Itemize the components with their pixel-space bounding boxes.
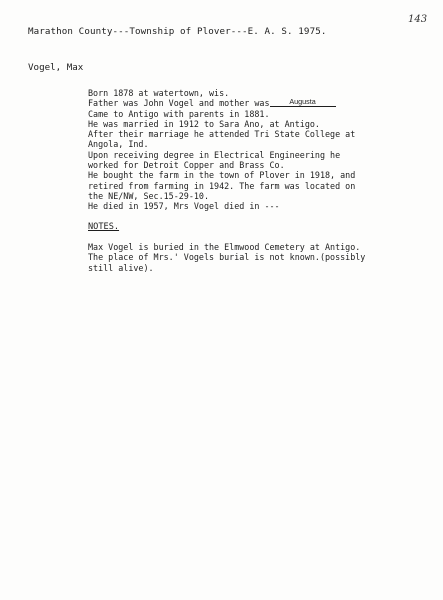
- bio-line: After their marriage he attended Tri State College at: [88, 129, 356, 140]
- notes-block: [88, 243, 428, 274]
- bio-line: He was married in 1912 to Sara Ano, at Antigo.: [88, 118, 320, 129]
- bio-line: He died in 1957, Mrs Vogel died in ---: [88, 201, 280, 212]
- handwritten-mother-name: Augusta: [270, 98, 336, 107]
- notes-heading: NOTES.: [88, 222, 120, 232]
- bio-line-parents: [88, 98, 428, 108]
- bio-line-text: Father was John Vogel and mother was: [88, 98, 270, 109]
- notes-line: The place of Mrs.' Vogels burial is not known.(possibly: [88, 252, 366, 263]
- bio-line: Upon receiving degree in Electrical Engineering he: [88, 149, 341, 160]
- subject-name: Vogel, Max: [28, 62, 84, 73]
- bio-line: Angola, Ind.: [88, 139, 149, 150]
- bio-line: Born 1878 at watertown, wis.: [88, 88, 230, 98]
- notes-line: still alive).: [88, 262, 154, 273]
- bio-line: retired from farming in 1942. The farm was located on: [88, 180, 356, 191]
- biography-block: [88, 88, 428, 212]
- document-header: Marathon County---Township of Plover---E. A. S. 1975.: [28, 26, 327, 37]
- bio-line: He bought the farm in the town of Plover in 1918, and: [88, 170, 356, 181]
- page-number: 143: [408, 14, 428, 25]
- bio-line: the NE/NW, Sec.15-29-10.: [88, 190, 210, 201]
- notes-line: Max Vogel is buried in the Elmwood Cemetery at Antigo.: [88, 242, 361, 252]
- bio-line: worked for Detroit Copper and Brass Co.: [88, 160, 285, 171]
- bio-line: Came to Antigo with parents in 1881.: [88, 108, 270, 119]
